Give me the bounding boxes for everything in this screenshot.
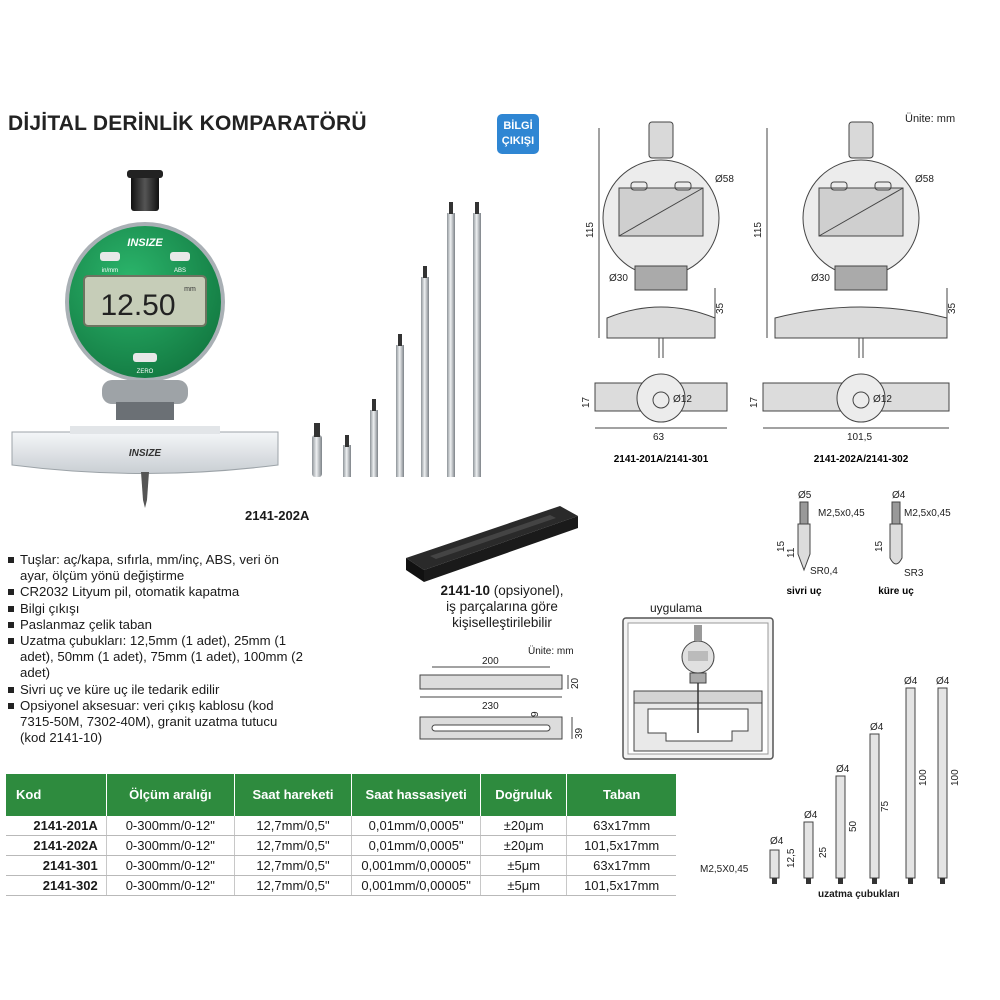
cell: ±5μm [481, 856, 567, 876]
cell: 0,01mm/0,0005" [352, 816, 481, 836]
zero-button[interactable] [133, 353, 157, 362]
ball-tip-thread: M2,5x0,45 [904, 508, 951, 519]
rod-12-5 [770, 850, 779, 878]
inmm-label: in/mm [101, 268, 119, 274]
cell: ±20μm [481, 836, 567, 856]
dim-58-left: Ø58 [715, 174, 734, 185]
sharp-tip-label: sivri uç [786, 586, 822, 597]
dim-30-left: Ø30 [609, 273, 628, 284]
dim-58-right: Ø58 [915, 174, 934, 185]
zero-label: ZERO [136, 369, 154, 375]
drawing-caption-right: 2141-202A/2141-302 [813, 454, 909, 465]
col-header: Kod [6, 774, 106, 816]
rod-25-photo [370, 410, 378, 477]
ball-tip-label: küre uç [878, 586, 914, 597]
rod-dia: Ø4 [836, 764, 850, 775]
cell: 0-300mm/0-12" [106, 816, 234, 836]
cell: 2141-202A [6, 836, 106, 856]
accessory-line3: kişiselleştirilebilir [452, 615, 552, 630]
dim-230: 230 [482, 701, 499, 712]
cell: 12,7mm/0,5" [234, 816, 351, 836]
table-row [6, 836, 676, 856]
accessory-suffix: (opsiyonel), [490, 583, 564, 598]
dim-9: 9 [530, 711, 541, 717]
dim-39: 39 [574, 727, 585, 739]
abs-button[interactable] [170, 252, 190, 261]
dim-17-right: 17 [749, 396, 760, 408]
lcd-value: 12.50 [100, 289, 176, 322]
col-header: Saat hassasiyeti [352, 774, 481, 816]
rod-75-photo [421, 277, 429, 477]
sharp-tip-len2: 11 [786, 547, 797, 558]
rod-dia: Ø4 [804, 810, 818, 821]
rod-12-5-photo [343, 445, 351, 477]
rod-len: 100 [918, 769, 929, 786]
cell: 63x17mm [567, 856, 676, 876]
rod-100a-photo [447, 213, 455, 477]
rod-len: 25 [818, 846, 829, 858]
rod-len: 75 [880, 800, 891, 812]
cell: 2141-301 [6, 856, 106, 876]
accessory-code: 2141-10 [440, 583, 490, 598]
table-row [6, 876, 676, 896]
feature-item: Uzatma çubukları: 12,5mm (1 adet), 25mm (1 adet), 50mm (1 adet), 75mm (1 adet), 100mm (2 adet) [6, 633, 306, 682]
gauge-tip [141, 472, 149, 508]
cell: 0,01mm/0,0005" [352, 836, 481, 856]
page-title: DİJİTAL DERİNLİK KOMPARATÖRÜ [8, 112, 367, 135]
gauge-stem [131, 175, 159, 211]
dim-115-right: 115 [753, 222, 764, 238]
cell: 101,5x17mm [567, 836, 676, 856]
dim-101-5: 101,5 [847, 432, 873, 443]
cell: 2141-302 [6, 876, 106, 896]
col-header: Saat hareketi [234, 774, 351, 816]
rod-100b-photo [473, 213, 481, 477]
rod-50-photo [396, 345, 404, 477]
rod-100b [938, 688, 947, 878]
application-label: uygulama [650, 601, 703, 615]
rod-25 [804, 822, 813, 878]
lcd-unit: mm [184, 286, 196, 293]
col-header: Taban [567, 774, 676, 816]
cell: 0-300mm/0-12" [106, 856, 234, 876]
table-header-row [6, 774, 676, 816]
feature-item: Tuşlar: aç/kapa, sıfırla, mm/inç, ABS, veri ön ayar, ölçüm yönü değiştirme [6, 552, 306, 584]
rod-len: 50 [848, 820, 859, 832]
rod-100a [906, 688, 915, 878]
cell: 0-300mm/0-12" [106, 836, 234, 856]
unit-label: Ünite: mm [905, 113, 956, 125]
feature-list [6, 552, 306, 746]
sharp-tip-thread: M2,5x0,45 [818, 508, 865, 519]
brand-logo: INSIZE [127, 237, 163, 249]
cell: 12,7mm/0,5" [234, 856, 351, 876]
col-header: Doğruluk [481, 774, 567, 816]
rod-dia: Ø4 [904, 676, 918, 687]
dim-200: 200 [482, 656, 499, 667]
accessory-unit: Ünite: mm [528, 646, 574, 657]
table-row [6, 856, 676, 876]
base-logo: INSIZE [128, 448, 162, 459]
feature-item: Paslanmaz çelik taban [6, 617, 306, 633]
product-model: 2141-202A [245, 508, 310, 523]
abs-label: ABS [173, 268, 187, 274]
dim-20: 20 [570, 677, 581, 689]
dim-30-right: Ø30 [811, 273, 830, 284]
cell: 12,7mm/0,5" [234, 836, 351, 856]
tips-drawing [770, 488, 970, 598]
cell: 0-300mm/0-12" [106, 876, 234, 896]
rod-50 [836, 776, 845, 878]
dim-115-left: 115 [585, 222, 596, 238]
inmm-button[interactable] [100, 252, 120, 261]
cell: 2141-201A [6, 816, 106, 836]
feature-item: Opsiyonel aksesuar: veri çıkış kablosu (kod 7315-50M, 7302-40M), granit uzatma tutucu (kod 2141-10) [6, 698, 306, 747]
granite-holder-photo [400, 498, 585, 583]
cell: 0,001mm/0,00005" [352, 856, 481, 876]
ball-tip-dia: Ø4 [892, 490, 906, 501]
badge-text: BİLGİ ÇIKIŞI [501, 120, 535, 147]
ball-tip-radius: SR3 [904, 568, 924, 579]
rod-len: 100 [950, 769, 961, 786]
rod-thread: M2,5X0,45 [700, 864, 749, 875]
dim-17-left: 17 [581, 396, 592, 408]
rod-dia: Ø4 [870, 722, 884, 733]
feature-item: Bilgi çıkışı [6, 601, 306, 617]
spec-table [6, 774, 676, 896]
rods-label: uzatma çubukları [818, 889, 900, 900]
gauge-photo [0, 170, 290, 515]
rod-75 [870, 734, 879, 878]
rods-drawing [700, 672, 970, 887]
data-output-badge [497, 114, 539, 154]
drawing-caption-left: 2141-201A/2141-301 [613, 454, 709, 465]
sharp-tip-photo [312, 435, 322, 477]
cell: ±20μm [481, 816, 567, 836]
extension-rods-photo [300, 195, 500, 485]
dim-35-right: 35 [947, 302, 958, 314]
table-row [6, 816, 676, 836]
accessory-caption [402, 583, 602, 631]
accessory-line2: iş parçalarına göre [446, 599, 558, 614]
sharp-tip-radius: SR0,4 [810, 566, 838, 577]
feature-item: Sivri uç ve küre uç ile tedarik edilir [6, 682, 306, 698]
cell: 0,001mm/0,00005" [352, 876, 481, 896]
dim-35-left: 35 [715, 302, 726, 314]
cell: 101,5x17mm [567, 876, 676, 896]
dim-63: 63 [653, 432, 665, 443]
rod-dia: Ø4 [770, 836, 784, 847]
dim-12-right: Ø12 [873, 394, 892, 405]
granite-holder-drawing [412, 655, 587, 745]
rod-len: 12,5 [786, 848, 797, 868]
cell: ±5μm [481, 876, 567, 896]
sharp-tip-dia: Ø5 [798, 490, 812, 501]
ball-tip-len: 15 [874, 540, 885, 552]
col-header: Ölçüm aralığı [106, 774, 234, 816]
rod-dia: Ø4 [936, 676, 950, 687]
cell: 12,7mm/0,5" [234, 876, 351, 896]
cell: 63x17mm [567, 816, 676, 836]
feature-item: CR2032 Lityum pil, otomatik kapatma [6, 584, 306, 600]
dim-12-left: Ø12 [673, 394, 692, 405]
sharp-tip-len: 15 [776, 540, 787, 552]
technical-drawings [581, 118, 970, 478]
